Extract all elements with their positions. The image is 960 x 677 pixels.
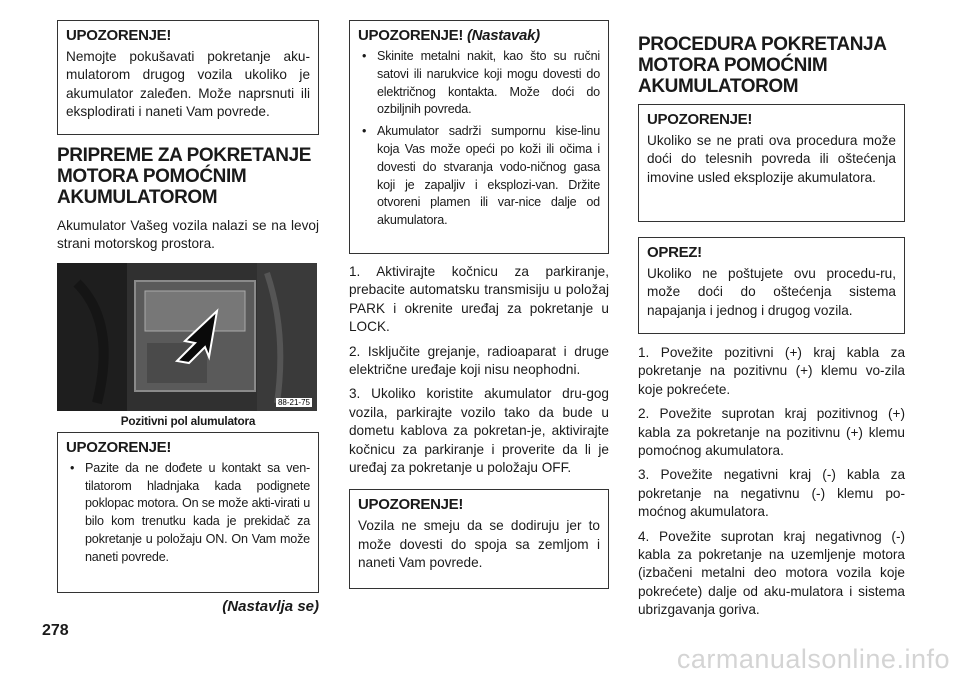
warning-title-text: UPOZORENJE!	[358, 27, 464, 44]
warning-title-suffix: (Nastavak)	[466, 27, 540, 44]
warning-title: UPOZORENJE!	[66, 438, 172, 456]
step-item: 1. Povežite pozitivni (+) kraj kabla za pokretanje na pozitivnu (+) klemu vo-zila koje pokrećete.	[638, 345, 905, 397]
caution-box	[638, 237, 905, 334]
step-item: 4. Povežite suprotan kraj negativnog (-) kabla za pokretanje na uzemljenje motora (izbačeni metalni deo motora vozila koje pokrećete) dalje od aku-mulatora i sistema ubrizgavanja goriva.	[638, 528, 905, 618]
section-heading-procedure: PROCEDURA POKRETANJA MOTORA POMOĆNIM AKUMULATOROM	[638, 34, 886, 97]
photo-caption: Pozitivni pol alumulatora	[120, 413, 256, 428]
warning-title: UPOZORENJE!	[647, 111, 753, 128]
column-left	[57, 20, 319, 615]
step-item: 3. Povežite negativni kraj (-) kabla za pokretanje na negativnu (-) klemu po-moćnog akumulatora.	[638, 467, 905, 520]
steps-list-procedure	[638, 344, 905, 620]
step-item: 2. Povežite suprotan kraj pozitivnog (+) kabla za pokretanje na pozitivnu (+) klemu pomoćnog akumulatora.	[638, 406, 905, 459]
caution-title: OPREZ!	[647, 244, 702, 261]
warning-text: Nemojte pokušavati pokretanje aku-mulatorom drugog vozila ukoliko je akumulator zaleđen. Može naprsnuti ili eksplodirati i naneti Vam povrede.	[66, 49, 310, 120]
warning-title: UPOZORENJE!	[358, 496, 464, 514]
intro-paragraph: Akumulator Vašeg vozila nalazi se na levoj strani motorskog prostora.	[57, 218, 319, 252]
warning-box-frozen-battery	[57, 20, 319, 135]
warning-item: • Skinite metalni nakit, kao što su ručni satovi ili narukvice koji mogu dovesti do električnog kontakta. Može doći do ozbiljnih povreda.	[358, 48, 600, 119]
warning-title	[358, 27, 600, 44]
section-heading-preparation: PRIPREME ZA POKRETANJE MOTORA POMOĆNIM AKUMULATOROM	[57, 145, 312, 208]
caution-text: Ukoliko ne poštujete ovu procedu-ru, može doći do oštećenja sistema napajanja i jednog i drugog vozila.	[647, 266, 896, 318]
continued-label: (Nastavlja se)	[222, 597, 319, 615]
warning-title: UPOZORENJE!	[66, 27, 172, 44]
battery-illustration	[57, 263, 317, 411]
warning-box-fan	[57, 432, 319, 593]
warning-item: • Pazite da ne dođete u kontakt sa ven-tilatorom hladnjaka kada podignete poklopac motora. On se može akti-virati u bilo kom trenutku kada je prekidač za pokretanje u položaju ON. On Vam može naneti povrede.	[66, 460, 310, 567]
warning-text: Ukoliko se ne prati ova procedura može doći do telesnih povreda ili oštećenja imovine usled eksplozije akumulatora.	[647, 133, 896, 185]
warning-item: • Akumulator sadrži sumpornu kise-linu koja Vas može opeći po koži ili očima i dovesti do stvaranja vodo-ničnog gasa koji je zapaljiv i eksplozi-van. Držite otvoreni plamen ili var-nice dalje od akumulatora.	[358, 123, 600, 230]
page-number: 278	[42, 622, 69, 639]
column-middle	[349, 20, 609, 589]
column-right	[638, 20, 905, 626]
warning-list	[66, 460, 310, 567]
photo-code: 88-21-75	[277, 397, 310, 407]
watermark: carmanualsonline.info	[676, 644, 950, 674]
step-item: 3. Ukoliko koristite akumulator dru-gog vozila, parkirajte vozilo tako da bude u dometu kablova za pokretan-je, aktivirajte kočnicu za parkiranje i proverite da li je uređaj za pokretanje u položaju OFF.	[349, 386, 609, 476]
step-item: 1. Aktivirajte kočnicu za parkiranje, prebacite automatsku transmisiju u položaj PARK i okrenite uređaj za pokretanje u LOCK.	[349, 264, 609, 335]
warning-box-touching	[349, 489, 609, 589]
warning-box-procedure	[638, 104, 905, 222]
battery-photo	[57, 263, 317, 411]
steps-list-preparation	[349, 263, 609, 477]
step-item: 2. Isključite grejanje, radioaparat i druge električne uređaje koji nisu neophodni.	[349, 343, 609, 378]
warning-box-continued	[349, 20, 609, 254]
warning-text: Vozila ne smeju da se dodiruju jer to može dovesti do spoja sa zemljom i naneti Vam povrede.	[358, 518, 600, 571]
warning-list	[358, 48, 600, 230]
